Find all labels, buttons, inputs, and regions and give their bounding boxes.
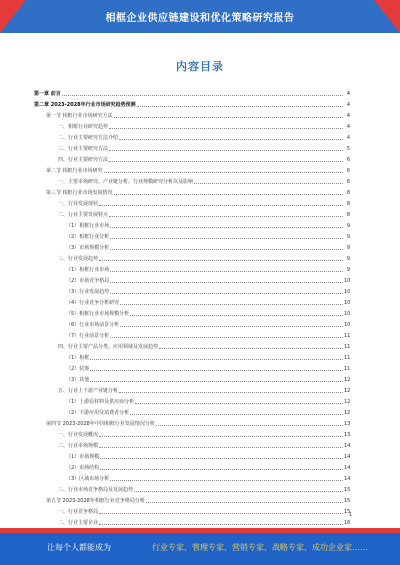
page-number: 1 [348, 512, 352, 518]
toc-entry[interactable] [34, 86, 350, 97]
toc-leader-dots [90, 370, 343, 371]
toc-entry-page: 9 [346, 245, 350, 251]
footer-slogan-right: 行业专家、管理专家、营销专家、战略专家、成功企业家…… [152, 543, 368, 552]
toc-entry-page: 9 [346, 223, 350, 229]
toc-entry[interactable] [34, 482, 350, 493]
toc-entry-label: （5）相框行业市场规模分析 [66, 311, 130, 317]
toc-entry-page: 13 [344, 432, 351, 438]
toc-entry-label: 三、行业主要研究方法 [58, 146, 109, 152]
toc-entry-page: 10 [344, 289, 351, 295]
toc-entry[interactable] [34, 460, 350, 471]
toc-leader-dots [99, 436, 343, 437]
toc-entry[interactable] [34, 427, 350, 438]
toc-leader-dots [62, 95, 343, 96]
toc-entry[interactable] [34, 185, 350, 196]
toc-leader-dots [114, 194, 343, 195]
toc-leader-dots [110, 238, 343, 239]
toc-entry-label: （1）相框行业市场 [66, 267, 110, 273]
toc-leader-dots [109, 128, 343, 129]
toc-entry[interactable] [34, 240, 350, 251]
toc-entry-label: （3）行业发展趋势 [66, 289, 110, 295]
report-title: 相框企业供应链建设和优化策略研究报告 [105, 13, 295, 24]
toc-leader-dots [110, 337, 343, 338]
toc-leader-dots [109, 150, 343, 151]
toc-entry-page: 11 [344, 333, 351, 339]
toc-entry-page: 10 [344, 311, 351, 317]
footer-stripe [0, 528, 400, 533]
toc-leader-dots [109, 216, 343, 217]
toc-entry-page: 12 [344, 377, 351, 383]
toc-entry-label: （3）市场规模分析 [66, 245, 110, 251]
toc-entry[interactable] [34, 361, 350, 372]
toc-entry[interactable] [34, 196, 350, 207]
toc-leader-dots [110, 480, 343, 481]
toc-entry-page: 4 [346, 135, 350, 141]
toc-entry-label: 第一章 前言 [34, 91, 61, 97]
toc-leader-dots [109, 161, 343, 162]
toc-entry-label: 一、行业发展概况 [58, 432, 99, 438]
toc-entry[interactable] [34, 372, 350, 383]
toc-entry-page: 12 [344, 410, 351, 416]
toc-entry-page: 14 [344, 465, 351, 471]
toc-entry-page: 9 [346, 267, 350, 273]
toc-entry-page: 13 [344, 421, 351, 427]
toc-entry[interactable] [34, 251, 350, 262]
toc-leader-dots [119, 392, 343, 393]
toc-entry-label: 四、行业主要研究方法 [58, 157, 109, 163]
toc-entry-page: 5 [346, 146, 350, 152]
toc-entry-label: 第二章 2023-2028年行业市场研究趋势预测 [34, 102, 136, 108]
toc-leader-dots [110, 271, 343, 272]
toc-entry-page: 11 [344, 355, 351, 361]
toc-entry-label: 第一节 相框行业市场研究方法 [46, 113, 113, 119]
toc-entry[interactable] [34, 493, 350, 504]
toc-entry[interactable] [34, 130, 350, 141]
toc-entry-label: 第三节 相框行业市场发展情况 [46, 190, 113, 196]
toc-entry-label: （4）行业竞争分析研究 [66, 300, 120, 306]
toc-entry-label: （3）区域市场分析 [66, 476, 110, 482]
toc-leader-dots [194, 183, 343, 184]
toc-entry-label: 第五节 2023-2028年相框行业竞争格局分析 [46, 498, 145, 504]
toc-entry-label: （1）相框行业市场 [66, 223, 110, 229]
toc-entry-page: 6 [346, 157, 350, 163]
toc-entry-label: （3）其他 [66, 377, 90, 383]
toc-entry[interactable] [34, 449, 350, 460]
toc-entry[interactable] [34, 339, 350, 350]
toc-leader-dots [159, 348, 343, 349]
toc-entry-label: （1）市场规模 [66, 454, 100, 460]
toc-leader-dots [99, 260, 343, 261]
toc-leader-dots [100, 458, 343, 459]
toc-entry-page: 15 [344, 498, 351, 504]
toc-leader-dots [110, 293, 343, 294]
toc-entry[interactable] [34, 218, 350, 229]
toc-entry-page: 10 [344, 322, 351, 328]
toc-leader-dots [156, 425, 343, 426]
toc-leader-dots [146, 502, 343, 503]
toc-entry[interactable] [34, 295, 350, 306]
toc-entry-label: 一、行业竞争格局 [58, 509, 99, 515]
toc-entry-label: （7）行业前景分析 [66, 333, 110, 339]
toc-entry-label: 五、行业上下游产业链分析 [58, 388, 119, 394]
toc-entry[interactable] [34, 383, 350, 394]
toc-entry-label: 四、行业主要产品分类、应用领域及发展趋势 [58, 344, 159, 350]
toc-entry[interactable] [34, 405, 350, 416]
toc-entry-label: （2）市场竞争格局 [66, 278, 110, 284]
toc-leader-dots [99, 447, 343, 448]
toc-leader-dots [130, 414, 343, 415]
toc-entry-label: （2）市场结构 [66, 465, 100, 471]
toc-entry-page: 6 [346, 179, 350, 185]
toc-entry-label: 二、行业主要研究方法介绍 [58, 135, 119, 141]
toc-entry-page: 6 [346, 168, 350, 174]
toc-entry[interactable] [34, 119, 350, 130]
toc-entry-page: 14 [344, 454, 351, 460]
toc-entry[interactable] [34, 471, 350, 482]
toc-entry-label: （6）行业市场前景分析 [66, 322, 120, 328]
toc-entry-page: 4 [346, 102, 350, 108]
toc-entry-label: （1）上游原材料及供应商分析 [66, 399, 135, 405]
toc-leader-dots [99, 513, 343, 514]
toc-leader-dots [134, 491, 343, 492]
toc-entry-page: 10 [344, 278, 351, 284]
toc-entry-page: 15 [344, 509, 351, 515]
toc-entry[interactable] [34, 229, 350, 240]
toc-leader-dots [114, 117, 343, 118]
toc-leader-dots [90, 381, 343, 382]
toc-leader-dots [110, 282, 343, 283]
toc-entry-label: 二、行业主要发展特点 [58, 212, 109, 218]
toc-entry[interactable] [34, 97, 350, 108]
toc-entry-page: 12 [344, 399, 351, 405]
toc-entry-page: 12 [344, 388, 351, 394]
toc-entry-page: 10 [344, 300, 351, 306]
toc-entry-page: 4 [346, 91, 350, 97]
toc-entry-page: 8 [346, 190, 350, 196]
toc-entry[interactable] [34, 515, 350, 526]
toc-leader-dots [100, 469, 343, 470]
toc-leader-dots [99, 205, 343, 206]
toc-entry-page: 9 [346, 256, 350, 262]
toc-entry[interactable] [34, 174, 350, 185]
toc-leader-dots [119, 139, 343, 140]
toc-entry-label: 二、行业主要企业 [58, 520, 99, 526]
toc-entry-label: （1）相框 [66, 355, 90, 361]
toc-entry[interactable] [34, 262, 350, 273]
toc-entry-label: 三、行业发展趋势 [58, 256, 99, 262]
toc-leader-dots [104, 172, 343, 173]
toc-entry-page: 11 [344, 344, 351, 350]
toc-entry[interactable] [34, 141, 350, 152]
toc-entry[interactable] [34, 273, 350, 284]
toc-entry[interactable] [34, 317, 350, 328]
toc-entry-label: （2）装饰 [66, 366, 90, 372]
toc-entry-page: 8 [346, 212, 350, 218]
table-of-contents [34, 86, 350, 537]
toc-leader-dots [120, 326, 343, 327]
toc-entry-label: 一、行业发展现状 [58, 201, 99, 207]
toc-entry-label: 二、行业市场规模 [58, 443, 99, 449]
toc-entry[interactable] [34, 504, 350, 515]
toc-leader-dots [90, 359, 343, 360]
toc-leader-dots [110, 227, 343, 228]
toc-entry-page: 16 [344, 520, 351, 526]
toc-entry-label: 一、相框行业研究趋势 [58, 124, 109, 130]
toc-leader-dots [137, 106, 343, 107]
toc-entry-page: 4 [346, 113, 350, 119]
toc-entry[interactable] [34, 416, 350, 427]
toc-entry-page: 14 [344, 476, 351, 482]
toc-entry[interactable] [34, 328, 350, 339]
toc-entry-page: 4 [346, 124, 350, 130]
toc-leader-dots [99, 524, 343, 525]
toc-entry-page: 15 [344, 487, 351, 493]
toc-entry-label: 第四节 2023-2028年中国相框行业发展情况分析 [46, 421, 155, 427]
toc-leader-dots [120, 304, 343, 305]
toc-entry[interactable] [34, 207, 350, 218]
toc-entry[interactable] [34, 163, 350, 174]
toc-entry-label: 一、主要市场研究、产业链分析、行业规模研究分析以及影响 [58, 179, 194, 185]
toc-entry-page: 11 [344, 366, 351, 372]
toc-entry-page: 9 [346, 234, 350, 240]
toc-entry[interactable] [34, 350, 350, 361]
toc-entry[interactable] [34, 108, 350, 119]
footer-slogan-left: 让每个人都能成为 [47, 543, 111, 552]
toc-entry-label: （2）相框行业分析 [66, 234, 110, 240]
toc-leader-dots [110, 249, 343, 250]
toc-heading: 内容目录 [176, 60, 224, 73]
toc-entry-page: 14 [344, 443, 351, 449]
toc-entry[interactable] [34, 438, 350, 449]
toc-entry-label: 三、行业市场竞争格局及发展趋势 [58, 487, 134, 493]
toc-entry[interactable] [34, 284, 350, 295]
toc-entry-label: （2）下游应用及消费者分析 [66, 410, 130, 416]
toc-entry-page: 8 [346, 201, 350, 207]
toc-entry[interactable] [34, 306, 350, 317]
toc-entry[interactable] [34, 152, 350, 163]
toc-entry[interactable] [34, 394, 350, 405]
toc-leader-dots [135, 403, 343, 404]
toc-leader-dots [130, 315, 343, 316]
toc-entry-label: 第二节 相框行业市场研究 [46, 168, 103, 174]
